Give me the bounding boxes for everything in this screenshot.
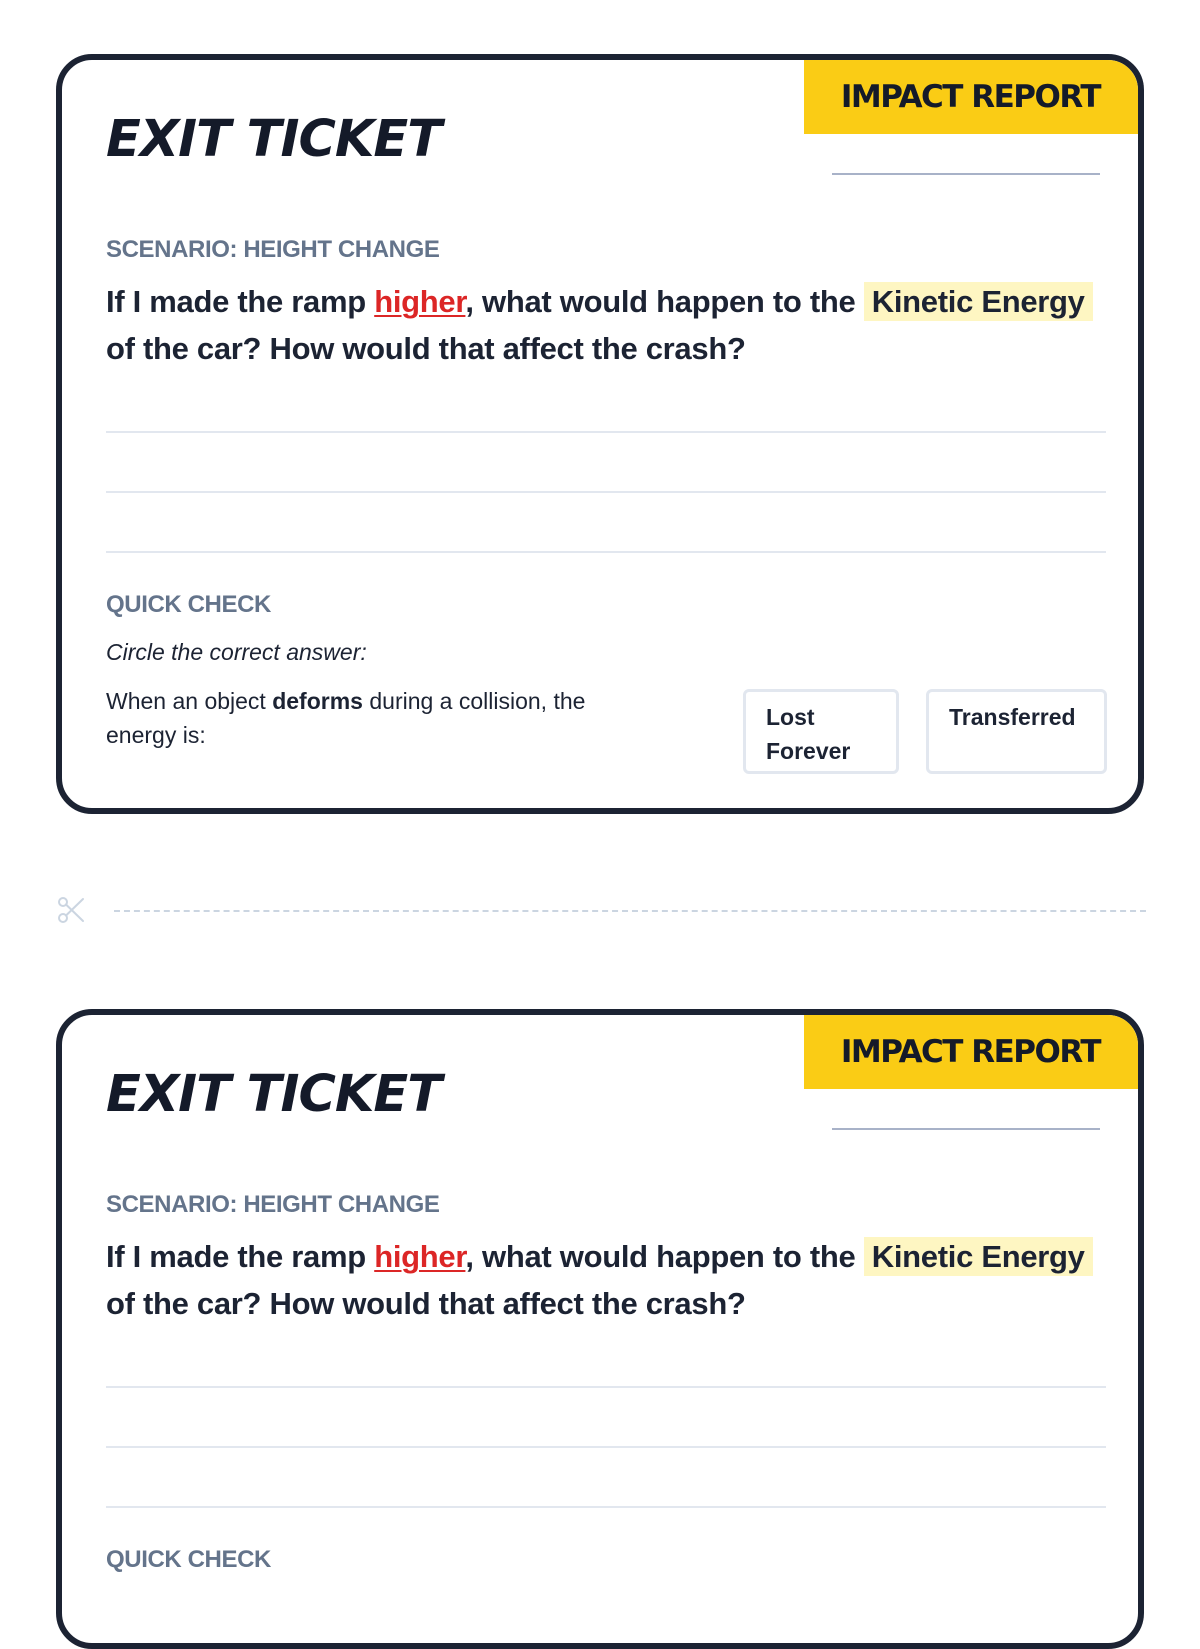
- scenario-label: SCENARIO: HEIGHT CHANGE: [106, 1191, 440, 1218]
- question-part-3: of the car? How would that affect the crash?: [106, 1286, 746, 1321]
- question-part-1: If I made the ramp: [106, 284, 375, 319]
- answer-line: [106, 1446, 1106, 1448]
- question-highlight: Kinetic Energy: [864, 282, 1093, 321]
- impact-report-badge: IMPACT REPORT: [804, 1015, 1138, 1089]
- question-part-1: If I made the ramp: [106, 1239, 375, 1274]
- dashed-cut-line: [114, 910, 1146, 912]
- question-emphasis: higher: [374, 284, 466, 319]
- quick-check-heading: QUICK CHECK: [106, 591, 271, 618]
- impact-report-badge: IMPACT REPORT: [804, 60, 1138, 134]
- question-part-3: of the car? How would that affect the crash?: [106, 331, 746, 366]
- cut-line: [56, 895, 1146, 925]
- quick-check-prompt: [106, 684, 646, 752]
- answer-line: [106, 551, 1106, 553]
- prompt-after: during a collision, the energy is:: [106, 688, 586, 748]
- name-write-line: [832, 173, 1100, 175]
- question-text: [106, 1233, 1106, 1327]
- prompt-before: When an object: [106, 688, 273, 714]
- prompt-bold: deforms: [272, 688, 363, 714]
- ticket-title: EXIT TICKET: [106, 110, 442, 169]
- question-highlight: Kinetic Energy: [864, 1237, 1093, 1276]
- answer-option-transferred[interactable]: Transferred: [926, 689, 1107, 774]
- ticket-title: EXIT TICKET: [106, 1065, 442, 1124]
- quick-check-heading: QUICK CHECK: [106, 1546, 271, 1573]
- quick-check-instruction: Circle the correct answer:: [106, 639, 367, 665]
- name-write-line: [832, 1128, 1100, 1130]
- question-part-2: , what would happen to the: [465, 284, 864, 319]
- scissors-icon: [56, 895, 86, 925]
- scenario-label: SCENARIO: HEIGHT CHANGE: [106, 236, 440, 263]
- answer-line: [106, 431, 1106, 433]
- answer-line: [106, 1386, 1106, 1388]
- exit-ticket-card: [56, 54, 1144, 814]
- question-emphasis: higher: [374, 1239, 466, 1274]
- question-text: [106, 278, 1106, 372]
- answer-line: [106, 1506, 1106, 1508]
- exit-ticket-card: [56, 1009, 1144, 1649]
- question-part-2: , what would happen to the: [465, 1239, 864, 1274]
- answer-line: [106, 491, 1106, 493]
- answer-option-lost-forever[interactable]: Lost Forever: [743, 689, 899, 774]
